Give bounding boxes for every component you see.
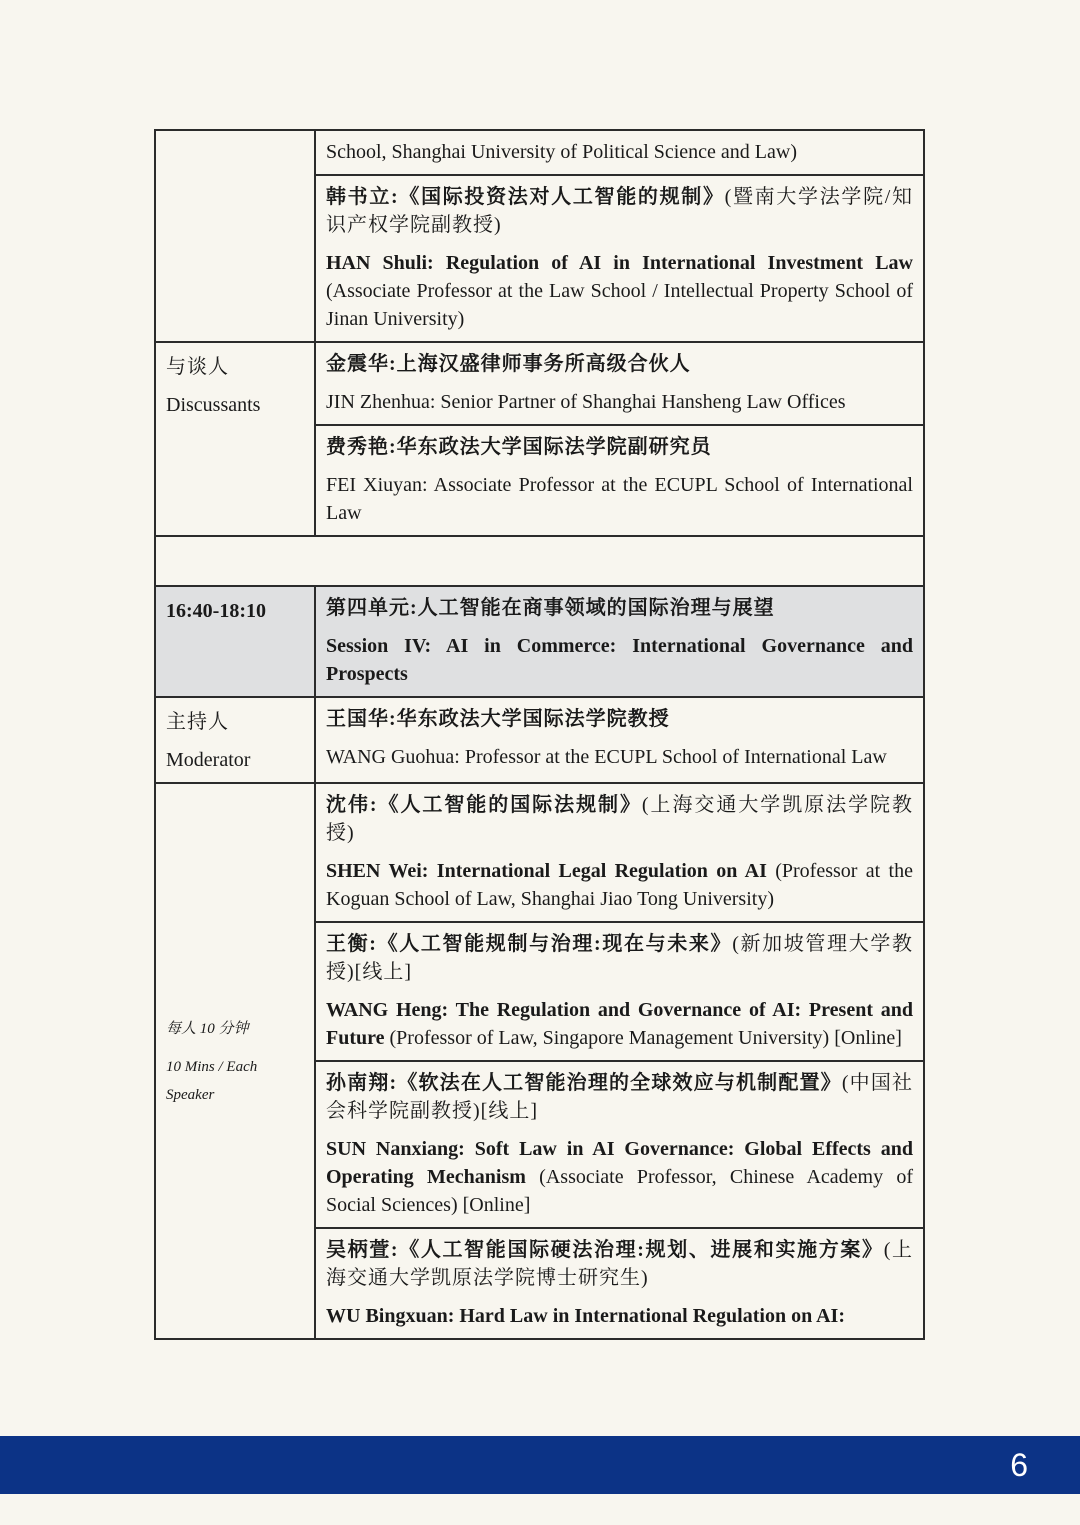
session-title-cell [315,586,924,697]
moderator-label-cell [155,697,315,783]
talk-shen [316,784,923,921]
moderator-label-en: Moderator [166,749,251,771]
session-time: 16:40-18:10 [155,586,315,697]
speakers-cell [315,783,924,1339]
empty-left-cell [155,130,315,342]
program-table [154,129,925,1340]
discussant-en: JIN Zhenhua: Senior Partner of Shanghai Hansheng Law Offices [326,391,846,413]
note-zh: 每人 10 分钟 [166,1021,249,1037]
talk-sun [316,1060,923,1227]
table-row [155,130,924,342]
discussants-label-cell [155,342,315,536]
talk-title-zh: 王衡:《人工智能规制与治理:现在与未来》(新加坡管理大学教授)[线上] [326,933,913,983]
continued-affiliation [316,131,923,174]
speaker-time-note [166,1015,304,1109]
talk-wu [316,1227,923,1338]
discussants-label-en: Discussants [166,394,261,416]
session-title [316,587,923,696]
discussants-label-zh: 与谈人 [166,356,229,378]
session-title-zh: 第四单元:人工智能在商事领域的国际治理与展望 [326,597,775,619]
table-row [155,697,924,783]
talk-title-en: WU Bingxuan: Hard Law in International Regulation on AI: [326,1305,845,1327]
discussant-fei [316,424,923,535]
moderator-en: WANG Guohua: Professor at the ECUPL School of International Law [326,746,887,768]
talk-title-en: WANG Heng: The Regulation and Governance of AI: Present and Future (Professor of Law, Singapore Management University) [Online] [326,999,913,1049]
spacer-row [155,536,924,586]
speakers-note-cell [155,783,315,1339]
speaker-cell [315,130,924,342]
footer-bar [0,1436,1080,1494]
talk-title-zh: 韩书立:《国际投资法对人工智能的规制》(暨南大学法学院/知识产权学院副教授) [326,186,913,236]
moderator-label-zh: 主持人 [166,711,229,733]
moderator-cell [315,697,924,783]
talk-wang [316,921,923,1060]
talk-title-zh: 吴柄萱:《人工智能国际硬法治理:规划、进展和实施方案》(上海交通大学凯原法学院博士研究生) [326,1239,913,1289]
moderator-entry [316,698,923,779]
discussants-cell [315,342,924,536]
page-number: 6 [1010,1447,1028,1483]
discussant-en: FEI Xiuyan: Associate Professor at the ECUPL School of International Law [326,474,913,524]
note-en: 10 Mins / Each Speaker [166,1059,258,1103]
talk-title-zh: 孙南翔:《软法在人工智能治理的全球效应与机制配置》(中国社会科学院副教授)[线上] [326,1072,913,1122]
table-row [155,783,924,1339]
spacer-cell [155,536,924,586]
program-table-wrapper [154,129,925,1340]
discussant-zh: 金震华:上海汉盛律师事务所高级合伙人 [326,353,691,375]
talk-title-zh: 沈伟:《人工智能的国际法规制》(上海交通大学凯原法学院教授) [326,794,913,844]
talk-title-en: HAN Shuli: Regulation of AI in International Investment Law (Associate Professor at the Law School / Intellectual Property School of Jinan University) [326,252,913,330]
discussant-zh: 费秀艳:华东政法大学国际法学院副研究员 [326,436,712,458]
discussant-jin [316,343,923,424]
continued-text: School, Shanghai University of Political Science and Law) [326,141,798,163]
talk-han [316,174,923,341]
session-header-row [155,586,924,697]
talk-title-en: SHEN Wei: International Legal Regulation on AI (Professor at the Koguan School of Law, Shanghai Jiao Tong University) [326,860,913,910]
table-row [155,342,924,536]
moderator-zh: 王国华:华东政法大学国际法学院教授 [326,708,670,730]
talk-title-en: SUN Nanxiang: Soft Law in AI Governance: Global Effects and Operating Mechanism (Associate Professor, Chinese Academy of Social Sciences) [Online] [326,1138,914,1216]
session-title-en: Session IV: AI in Commerce: International Governance and Prospects [326,635,913,685]
